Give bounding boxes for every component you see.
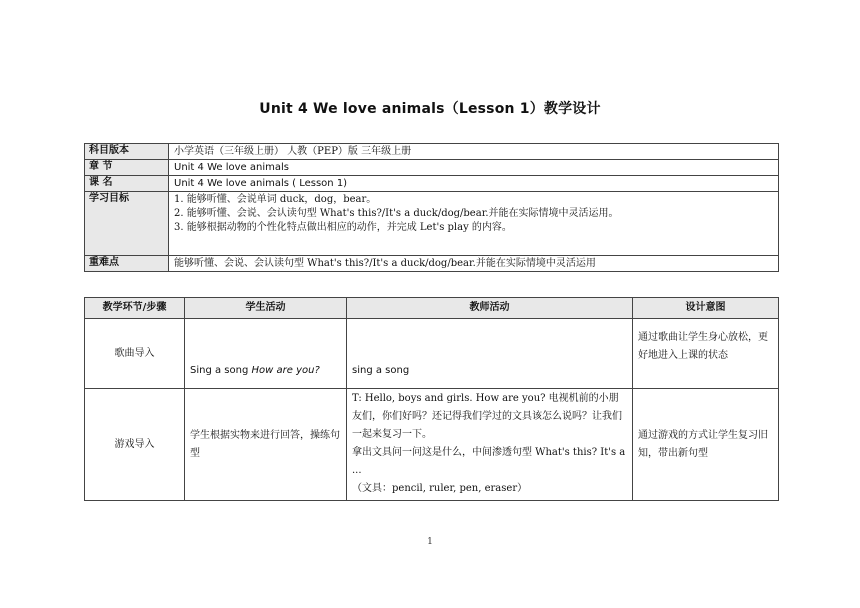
header-teacher-activity: 教师活动 <box>347 298 633 319</box>
info-row-lesson <box>85 176 779 192</box>
step-name: 游戏导入 <box>85 389 185 501</box>
chapter-value: Unit 4 We love animals <box>169 160 779 176</box>
lesson-label: 课 名 <box>85 176 169 192</box>
goals-value <box>169 192 779 256</box>
table-row <box>85 389 779 501</box>
step-name: 歌曲导入 <box>85 319 185 389</box>
table-row <box>85 319 779 389</box>
info-row-goals <box>85 192 779 256</box>
lesson-steps-table <box>84 297 779 501</box>
subject-label: 科目版本 <box>85 144 169 160</box>
goal-item: 1. 能够听懂、会说单词 duck，dog，bear。 <box>174 194 377 205</box>
teacher-activity: sing a song <box>347 319 633 389</box>
subject-value: 小学英语（三年级上册） 人教（PEP）版 三年级上册 <box>169 144 779 160</box>
key-points-label: 重难点 <box>85 256 169 272</box>
goals-label: 学习目标 <box>85 192 169 256</box>
header-step: 教学环节/步骤 <box>85 298 185 319</box>
goal-item: 3. 能够根据动物的个性化特点做出相应的动作，并完成 Let's play 的内容。 <box>174 222 512 233</box>
teacher-activity-line: T: Hello, boys and girls. How are you? 电视机前的小朋友们，你们好吗？还记得我们学过的文具该怎么说吗？让我们一起来复习一下。 <box>352 393 622 440</box>
key-points-value: 能够听懂、会说、会认读句型 What's this?/It's a duck/dog/bear.并能在实际情境中灵活运用 <box>169 256 779 272</box>
lesson-table-header <box>85 298 779 319</box>
teacher-activity <box>347 389 633 501</box>
header-design-intent: 设计意图 <box>633 298 779 319</box>
teacher-activity-line: 拿出文具问一问这是什么，中间渗透句型 What's this? It's a ... <box>352 447 626 476</box>
page-number: 1 <box>427 537 433 547</box>
lesson-value: Unit 4 We love animals ( Lesson 1) <box>169 176 779 192</box>
info-row-subject <box>85 144 779 160</box>
student-activity-text: Sing a song <box>190 365 252 376</box>
teacher-activity-line: （文具：pencil, ruler, pen, eraser） <box>352 483 528 494</box>
info-row-chapter <box>85 160 779 176</box>
header-student-activity: 学生活动 <box>185 298 347 319</box>
info-row-key-points <box>85 256 779 272</box>
lesson-info-table <box>84 143 779 272</box>
song-title: How are you? <box>251 365 320 376</box>
design-intent: 通过游戏的方式让学生复习旧知，带出新句型 <box>633 389 779 501</box>
student-activity <box>185 319 347 389</box>
student-activity: 学生根据实物来进行回答，操练句型 <box>185 389 347 501</box>
goal-item: 2. 能够听懂、会说、会认读句型 What's this?/It's a duck/dog/bear.并能在实际情境中灵活运用。 <box>174 208 619 219</box>
page-title: Unit 4 We love animals（Lesson 1）教学设计 <box>259 101 601 117</box>
chapter-label: 章 节 <box>85 160 169 176</box>
design-intent: 通过歌曲让学生身心放松，更好地进入上课的状态 <box>633 319 779 389</box>
